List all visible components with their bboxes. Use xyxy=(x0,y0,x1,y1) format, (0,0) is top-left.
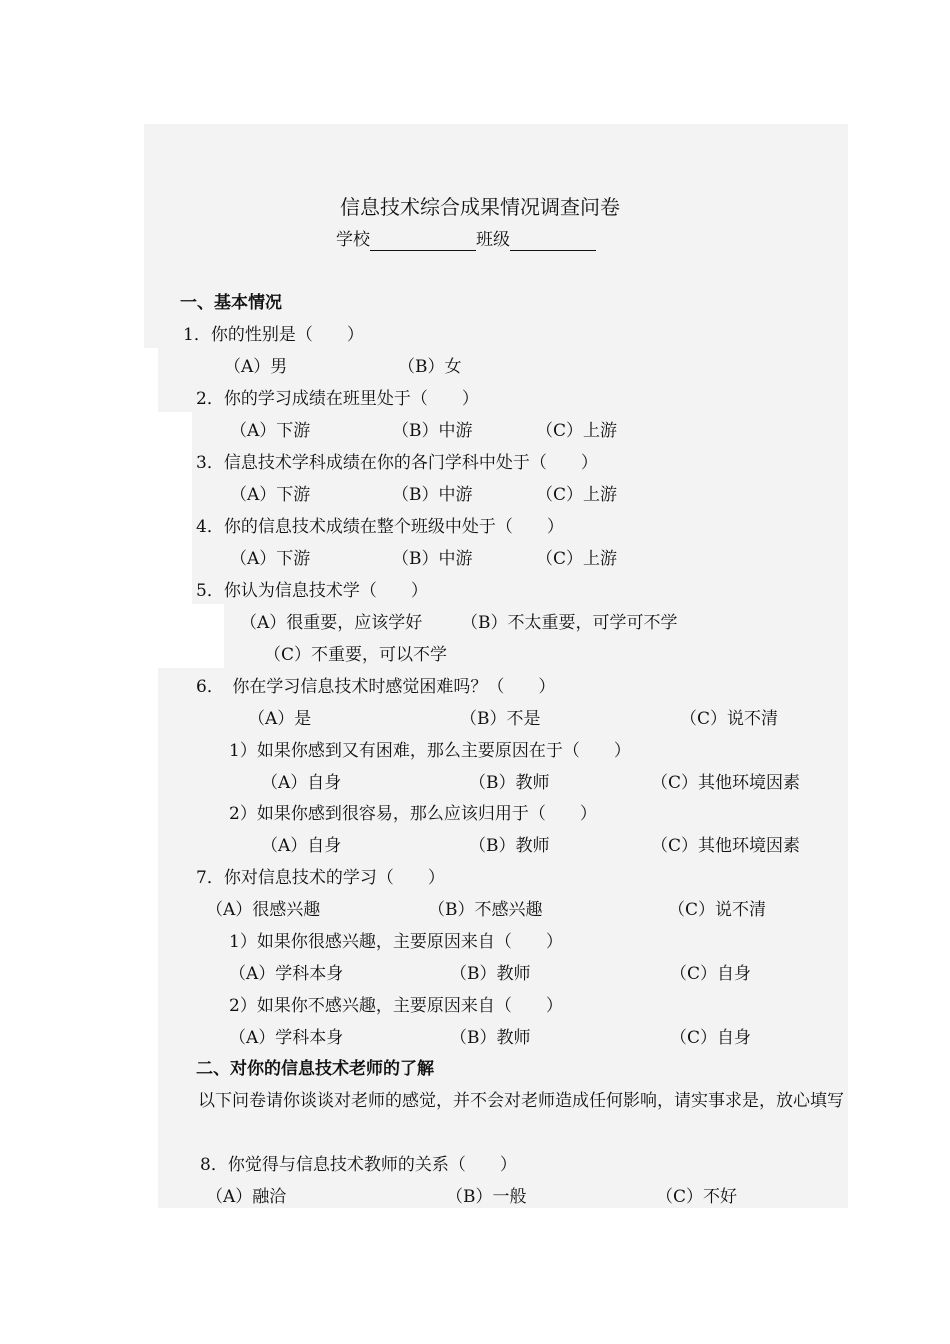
q5-option-c: （C）不重要，可以不学 xyxy=(264,645,448,665)
q3-option-a: （A）下游 xyxy=(230,485,311,505)
q4-text: 4．你的信息技术成绩在整个班级中处于（ ） xyxy=(196,517,564,537)
q4-option-b: （B）中游 xyxy=(392,549,473,569)
section-2-intro: 以下问卷请你谈谈对老师的感觉，并不会对老师造成任何影响，请实事求是，放心填写 xyxy=(198,1091,844,1111)
q4-option-a: （A）下游 xyxy=(230,549,311,569)
q3-option-c: （C）上游 xyxy=(536,485,618,505)
school-class-line xyxy=(336,229,596,251)
school-label: 学校 xyxy=(336,230,370,250)
q7-sub1-option-b: （B）教师 xyxy=(450,964,531,984)
q1-text: 1．你的性别是（ ） xyxy=(183,325,364,345)
section-1-heading: 一、基本情况 xyxy=(180,293,282,313)
q7-sub1-option-c: （C）自身 xyxy=(670,964,752,984)
q7-option-b: （B）不感兴趣 xyxy=(428,900,543,920)
q5-option-a: （A）很重要，应该学好 xyxy=(240,613,423,633)
q1-option-b: （B）女 xyxy=(398,357,462,377)
q7-option-c: （C）说不清 xyxy=(668,900,767,920)
q8-option-c: （C）不好 xyxy=(656,1187,738,1207)
q8-option-a: （A）融洽 xyxy=(206,1187,287,1207)
q7-sub2-text: 2）如果你不感兴趣，主要原因来自（ ） xyxy=(229,996,563,1016)
school-blank xyxy=(370,232,476,251)
document-title: 信息技术综合成果情况调查问卷 xyxy=(340,195,620,219)
q7-option-a: （A）很感兴趣 xyxy=(206,900,321,920)
q6-sub2-option-c: （C）其他环境因素 xyxy=(651,836,801,856)
q1-option-a: （A）男 xyxy=(224,357,288,377)
q8-text: 8．你觉得与信息技术教师的关系（ ） xyxy=(200,1155,517,1175)
q6-sub1-option-a: （A）自身 xyxy=(261,773,342,793)
q7-sub1-text: 1）如果你很感兴趣，主要原因来自（ ） xyxy=(229,932,563,952)
q7-sub2-option-a: （A）学科本身 xyxy=(229,1028,344,1048)
q6-option-a: （A）是 xyxy=(248,709,312,729)
q8-option-b: （B）一般 xyxy=(446,1187,527,1207)
q3-text: 3．信息技术学科成绩在你的各门学科中处于（ ） xyxy=(196,453,598,473)
q7-sub1-option-a: （A）学科本身 xyxy=(229,964,344,984)
section-2-heading: 二、对你的信息技术老师的了解 xyxy=(196,1059,434,1079)
q2-option-a: （A）下游 xyxy=(230,421,311,441)
q2-option-b: （B）中游 xyxy=(392,421,473,441)
q6-sub2-option-a: （A）自身 xyxy=(261,836,342,856)
q6-sub1-option-b: （B）教师 xyxy=(469,773,550,793)
q4-option-c: （C）上游 xyxy=(536,549,618,569)
q7-sub2-option-b: （B）教师 xyxy=(450,1028,531,1048)
q6-sub1-text: 1）如果你感到又有困难，那么主要原因在于（ ） xyxy=(229,741,631,761)
q2-option-c: （C）上游 xyxy=(536,421,618,441)
q6-sub1-option-c: （C）其他环境因素 xyxy=(651,773,801,793)
q2-text: 2．你的学习成绩在班里处于（ ） xyxy=(196,389,479,409)
q6-sub2-option-b: （B）教师 xyxy=(469,836,550,856)
q7-sub2-option-c: （C）自身 xyxy=(670,1028,752,1048)
q6-text: 6． 你在学习信息技术时感觉困难吗？（ ） xyxy=(196,677,556,697)
class-blank xyxy=(510,232,596,251)
class-label: 班级 xyxy=(476,230,510,250)
q6-option-c: （C）说不清 xyxy=(680,709,779,729)
q3-option-b: （B）中游 xyxy=(392,485,473,505)
q5-option-b: （B）不太重要，可学可不学 xyxy=(461,613,678,633)
q6-sub2-text: 2）如果你感到很容易，那么应该归用于（ ） xyxy=(229,804,597,824)
q7-text: 7．你对信息技术的学习（ ） xyxy=(196,868,445,888)
q6-option-b: （B）不是 xyxy=(460,709,541,729)
q5-text: 5．你认为信息技术学（ ） xyxy=(196,581,428,601)
